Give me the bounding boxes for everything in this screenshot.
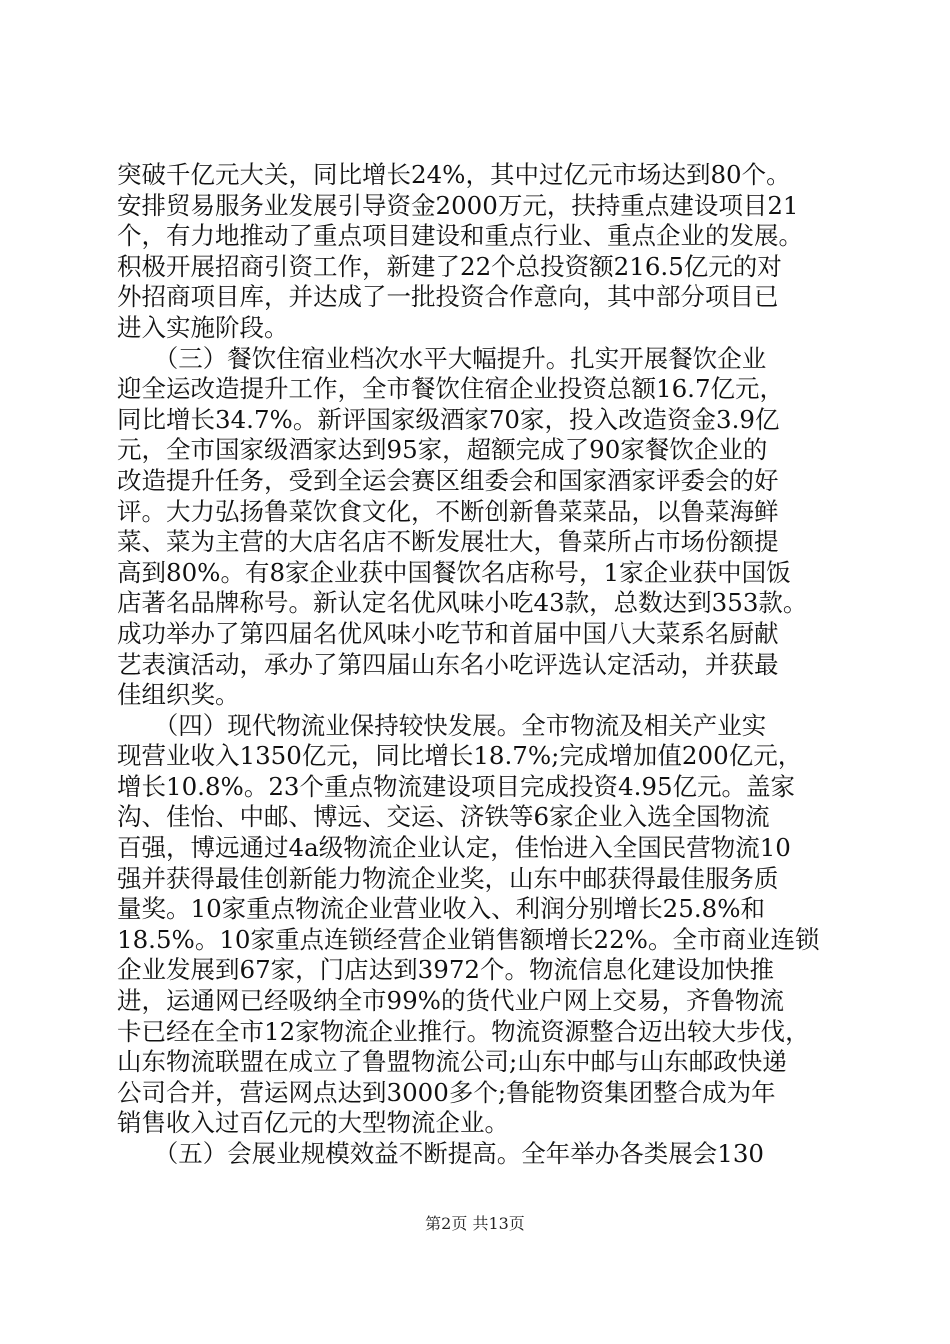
text-line: 个，有力地推动了重点项目建设和重点行业、重点企业的发展。 (117, 221, 803, 251)
text-line: 改造提升任务，受到全运会赛区组委会和国家酒家评委会的好 (117, 465, 779, 495)
text-line: 高到80%。有8家企业获中国餐饮名店称号，1家企业获中国饭 (117, 557, 791, 587)
text-line: 菜、菜为主营的大店名店不断发展壮大，鲁菜所占市场份额提 (117, 527, 779, 557)
text-line: 强并获得最佳创新能力物流企业奖，山东中邮获得最佳服务质 (117, 863, 779, 893)
text-line: 佳组织奖。 (117, 680, 240, 710)
text-line: 安排贸易服务业发展引导资金2000万元，扶持重点建设项目21 (117, 190, 799, 220)
text-line: 山东物流联盟在成立了鲁盟物流公司;山东中邮与山东邮政快递 (117, 1047, 787, 1077)
text-line: 量奖。10家重点物流企业营业收入、利润分别增长25.8%和 (117, 894, 766, 924)
body-text (117, 160, 837, 1170)
text-line: 评。大力弘扬鲁菜饮食文化，不断创新鲁菜菜品，以鲁菜海鲜 (117, 496, 779, 526)
text-line: 突破千亿元大关，同比增长24%，其中过亿元市场达到80个。 (117, 160, 791, 189)
text-line: 进入实施阶段。 (117, 312, 289, 342)
text-line: 成功举办了第四届名优风味小吃节和首届中国八大菜系名厨献 (117, 618, 779, 648)
text-line: 艺表演活动，承办了第四届山东名小吃评选认定活动，并获最 (117, 649, 779, 679)
text-line: 销售收入过百亿元的大型物流企业。 (117, 1108, 509, 1138)
text-line: 进，运通网已经吸纳全市99%的货代业户网上交易，齐鲁物流 (117, 986, 784, 1016)
text-line: 元，全市国家级酒家达到95家，超额完成了90家餐饮企业的 (117, 435, 768, 465)
section-heading-line: （五）会展业规模效益不断提高。全年举办各类展会130 (117, 1139, 765, 1168)
text-line: 沟、佳怡、中邮、博远、交运、济铁等6家企业入选全国物流 (117, 802, 770, 832)
text-line: 百强，博远通过4a级物流企业认定，佳怡进入全国民营物流10 (117, 833, 791, 863)
text-line: 店著名品牌称号。新认定名优风味小吃43款，总数达到353款。 (117, 588, 808, 618)
section-heading-line: （三）餐饮住宿业档次水平大幅提升。扎实开展餐饮企业 (117, 343, 767, 373)
section-heading-line: （四）现代物流业保持较快发展。全市物流及相关产业实 (117, 710, 767, 740)
text-line: 外招商项目库，并达成了一批投资合作意向，其中部分项目已 (117, 282, 779, 312)
text-line: 卡已经在全市12家物流企业推行。物流资源整合迈出较大步伐， (117, 1016, 810, 1046)
page-number-label: 第2页 共13页 (425, 1214, 525, 1233)
page-footer (0, 1213, 950, 1235)
text-line: 同比增长34.7%。新评国家级酒家70家，投入改造资金3.9亿 (117, 404, 780, 434)
text-line: 公司合并，营运网点达到3000多个;鲁能物资集团整合成为年 (117, 1077, 776, 1107)
text-line: 现营业收入1350亿元，同比增长18.7%;完成增加值200亿元， (117, 741, 803, 771)
text-line: 积极开展招商引资工作，新建了22个总投资额216.5亿元的对 (117, 251, 782, 281)
text-line: 迎全运改造提升工作，全市餐饮住宿企业投资总额16.7亿元， (117, 374, 785, 404)
text-line: 增长10.8%。23个重点物流建设项目完成投资4.95亿元。盖家 (117, 771, 796, 801)
text-line: 18.5%。10家重点连锁经营企业销售额增长22%。全市商业连锁 (117, 924, 820, 954)
text-line: 企业发展到67家，门店达到3972个。物流信息化建设加快推 (117, 955, 775, 985)
